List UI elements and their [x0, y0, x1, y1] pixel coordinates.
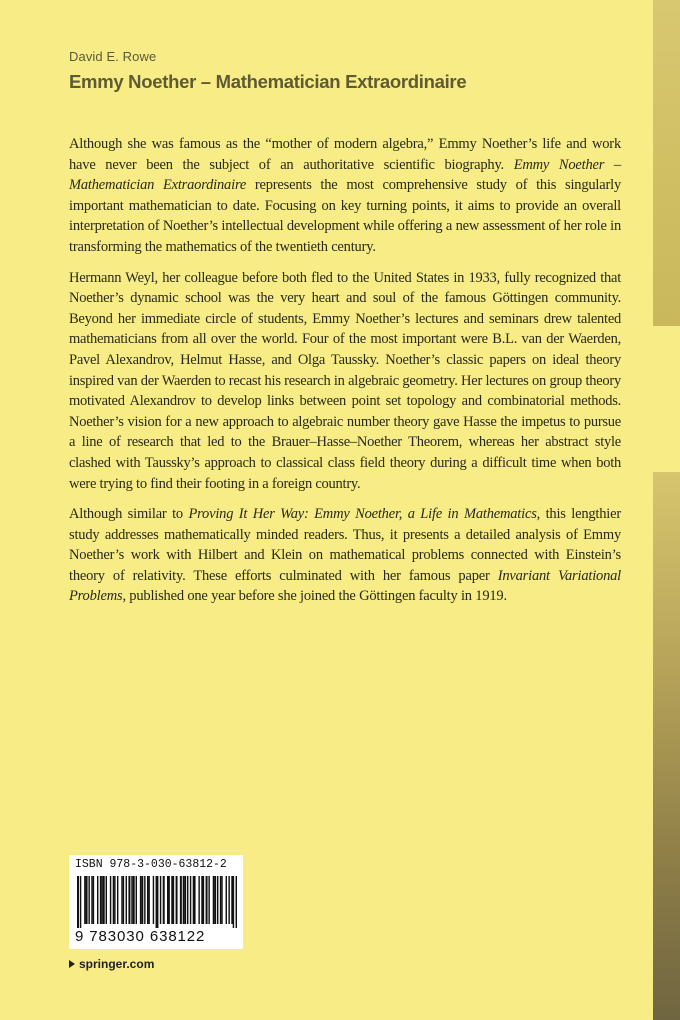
text-run: Although similar to [69, 506, 189, 523]
barcode-bar [148, 876, 149, 924]
barcode-bar [184, 876, 186, 924]
barcode-bar [220, 876, 221, 924]
barcode-bar [187, 876, 188, 924]
barcode-bar [93, 876, 94, 924]
barcode-bar [121, 876, 122, 924]
barcode-bar [77, 876, 79, 928]
barcode-bar [88, 876, 89, 924]
barcode-bar [114, 876, 115, 924]
barcode-bar [163, 876, 165, 924]
barcode-bar [133, 876, 135, 924]
barcode-icon [77, 876, 237, 928]
barcode-bar [101, 876, 102, 924]
barcode-bar [100, 876, 101, 924]
text-run: Hermann Weyl, her colleague before both fled to the United States in 1933, fully recognized that Noether’s dynamic school was the very heart and soul of the famous Göttingen community. Beyond her immediate circle of students, Emmy Noether’s lectures and seminars drew talented mathematicians from all over the world. Four of the most important were B.L. van der Waerden, Pavel Alexandrov, Helmut Hasse, and Olga Taussky. Noether’s classic papers on ideal theory inspired van der Waerden to recast his research in algebraic geometry. Her lectures on group theory motivated Alexandrov to develop links between point set topology and combinatorial methods. Noether’s vision for a new approach to algebraic number theory gave Hasse the impetus to pursue a line of research that led to the Brauer–Hasse–Noether Theorem, whereas her abstract style clashed with Taussky’s approach to classical class field theory during a difficult time when both were trying to find their footing in a foreign country. [69, 269, 621, 492]
barcode-bar [190, 876, 191, 924]
barcode-bar [141, 876, 143, 924]
barcode-bar [131, 876, 132, 924]
text-run: , this lengthier study addresses mathematically minded readers. Thus, it presents a detailed analysis of Emmy Noether’s work with Hilbert and Klein on mathematical problems connected with Einstein’s theory of relativity. These efforts culminated with her famous paper [69, 506, 621, 584]
publisher-site: springer.com [79, 957, 155, 971]
barcode-bar [217, 876, 218, 924]
barcode-bar [123, 876, 124, 924]
barcode-bar [103, 876, 105, 924]
barcode-bar [97, 876, 98, 924]
spine-edge-middle [653, 326, 680, 472]
barcode-bar [194, 876, 195, 924]
barcode-bar [153, 876, 154, 924]
barcode-bar [113, 876, 114, 924]
barcode-digits: 9 783030 638122 [75, 928, 206, 945]
barcode-bar [140, 876, 141, 924]
barcode-bar [236, 876, 237, 928]
barcode-bar [180, 876, 182, 924]
barcode-bar [168, 876, 169, 924]
isbn-label: ISBN 978-3-030-63812-2 [75, 858, 227, 871]
barcode-bar [233, 876, 234, 928]
barcode-bar [144, 876, 145, 924]
publisher-link[interactable] [69, 957, 154, 971]
barcode-bar [117, 876, 118, 924]
barcode-bar [221, 876, 222, 924]
barcode-bar [147, 876, 148, 924]
barcode-bar [176, 876, 178, 924]
barcode-bar [173, 876, 174, 924]
text-run: Although she was famous as the “mother of modern algebra,” Emmy Noether’s life and work have never been the subject of an authoritative scientific biography. [69, 136, 621, 173]
italic-title-run: Invariant Variational Problems [69, 567, 622, 605]
barcode-bar [106, 876, 107, 924]
blurb-paragraph [69, 134, 621, 258]
barcode-bar [213, 876, 214, 924]
triangle-arrow-icon [69, 960, 75, 968]
barcode-bar [136, 876, 137, 924]
barcode-bar [80, 876, 81, 928]
barcode-bar [208, 876, 209, 924]
barcode-bar [156, 876, 157, 928]
spine-edge-bottom [653, 472, 680, 1020]
barcode-bar [86, 876, 88, 924]
barcode-bar [183, 876, 184, 924]
author-name: David E. Rowe [69, 49, 157, 64]
barcode-bar [126, 876, 127, 924]
barcode-bar [198, 876, 199, 924]
italic-title-run: Proving It Her Way: Emmy Noether, a Life in Mathematics [188, 506, 537, 523]
blurb-text [69, 134, 621, 617]
barcode-bar [226, 876, 227, 924]
barcode-bar [84, 876, 85, 924]
blurb-paragraph [69, 268, 621, 495]
barcode-bar [110, 876, 111, 924]
book-title: Emmy Noether – Mathematician Extraordinaire [69, 71, 467, 92]
barcode-bar [160, 876, 161, 924]
barcode-bar [228, 876, 229, 924]
text-run: , published one year before she joined the Göttingen faculty in 1919. [122, 588, 507, 605]
barcode-bar [128, 876, 130, 924]
barcode-bar [157, 876, 158, 928]
barcode-bar [206, 876, 208, 924]
barcode-bar [91, 876, 92, 924]
barcode-bar [203, 876, 204, 924]
isbn-barcode-block [69, 855, 243, 949]
blurb-paragraph [69, 504, 621, 607]
text-run: represents the most comprehensive study of this singularly important mathematician to date. Focusing on key turning points, it aims to provide an overall interpretation of Noether’s intellectual development while offering a new assessment of her role in transforming the mathematics of the twentieth century. [69, 177, 622, 255]
barcode-bar [214, 876, 216, 924]
italic-title-run: Emmy Noether – Mathematician Extraordinaire [69, 156, 621, 194]
spine-edge-top [653, 0, 680, 326]
